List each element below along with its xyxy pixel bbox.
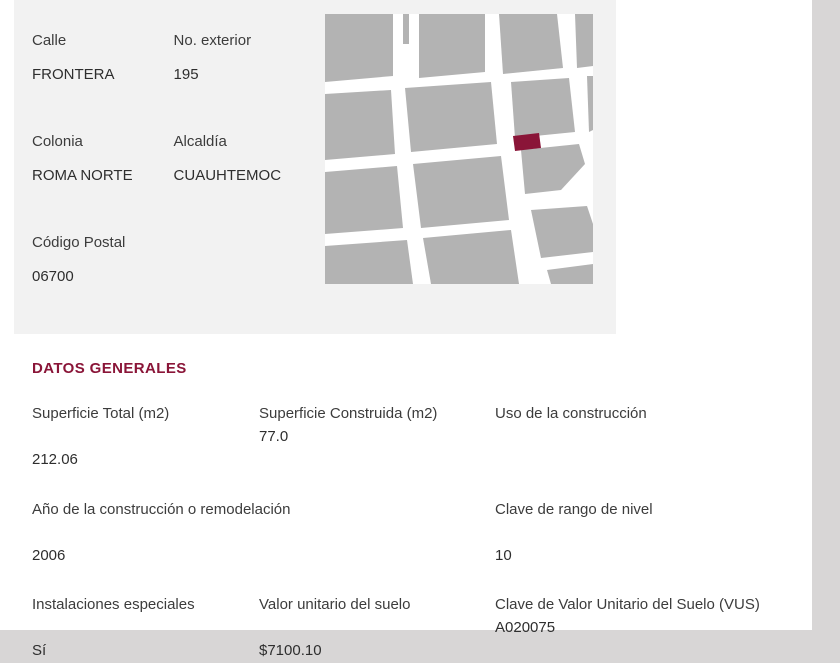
field-label: Superficie Construida (m2) (259, 405, 438, 422)
spacer (32, 471, 792, 498)
field-clave-rango-nivel (495, 498, 785, 567)
field-superficie-total (32, 402, 259, 471)
field-value: 195 (173, 66, 199, 83)
field-label: Clave de Valor Unitario del Suelo (VUS) (495, 596, 760, 613)
field-value: Sí (32, 642, 47, 659)
map-view[interactable] (325, 14, 593, 284)
field-alcaldia (174, 125, 322, 193)
field-anio-construccion (32, 498, 495, 567)
field-value: FRONTERA (32, 66, 115, 83)
field-valor-unitario-suelo (259, 593, 495, 663)
field-codigo-postal (32, 226, 175, 294)
field-label: Alcaldía (173, 133, 227, 150)
address-panel (14, 0, 616, 334)
field-value: 212.06 (32, 451, 78, 468)
data-row-2 (32, 498, 792, 567)
field-label: Valor unitario del suelo (259, 596, 411, 613)
field-uso-construccion (495, 402, 785, 448)
field-label: Calle (32, 32, 67, 49)
page-gutter (812, 0, 840, 630)
parcel-highlight (513, 133, 541, 151)
data-row-3 (32, 593, 792, 663)
field-label: Uso de la construcción (495, 405, 647, 422)
field-label: Superficie Total (m2) (32, 405, 170, 422)
address-row-street (32, 24, 322, 92)
field-value: ROMA NORTE (32, 167, 133, 184)
address-row-postal (32, 226, 322, 294)
field-value: 77.0 (259, 428, 289, 445)
field-label: No. exterior (173, 32, 252, 49)
field-value: 2006 (32, 547, 66, 564)
field-value: A020075 (495, 619, 556, 636)
field-value: 06700 (32, 268, 74, 285)
field-colonia (32, 125, 174, 193)
address-fields (32, 24, 322, 294)
spacer (32, 193, 322, 226)
field-label: Instalaciones especiales (32, 596, 195, 613)
page-title: DATOS GENERALES (32, 360, 187, 377)
field-calle (32, 24, 174, 92)
spacer (32, 567, 792, 593)
field-value: CUAUHTEMOC (173, 167, 282, 184)
field-label: Código Postal (32, 234, 126, 251)
field-instalaciones-especiales (32, 593, 259, 663)
data-row-1 (32, 402, 792, 471)
map-icon (325, 14, 593, 284)
field-no-exterior (174, 24, 322, 92)
general-data-grid (32, 402, 792, 663)
field-label: Año de la construcción o remodelación (32, 501, 291, 518)
field-superficie-construida (259, 402, 495, 448)
field-value: 10 (495, 547, 512, 564)
field-value: $7100.10 (259, 642, 322, 659)
address-row-colonia (32, 125, 322, 193)
field-label: Colonia (32, 133, 83, 150)
field-clave-vus (495, 593, 785, 640)
field-label: Clave de rango de nivel (495, 501, 653, 518)
spacer (32, 92, 322, 125)
